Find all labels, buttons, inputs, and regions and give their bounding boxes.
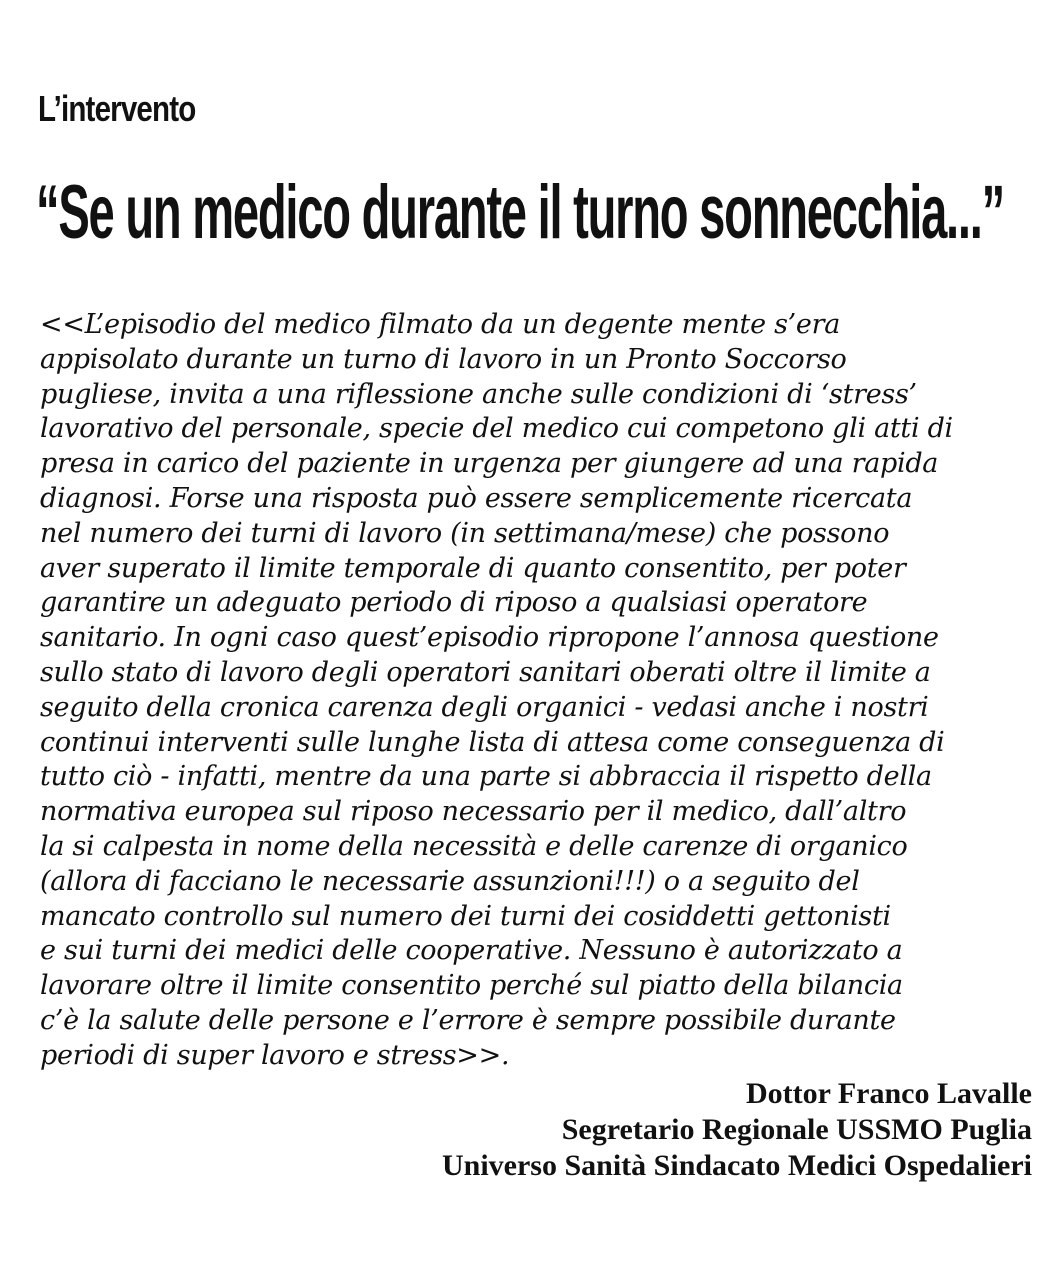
body-line: presa in carico del paziente in urgenza per giungere ad una rapida <box>40 448 939 480</box>
body-line: e sui turni dei medici delle cooperative. Nessuno è autorizzato a <box>40 935 903 967</box>
body-line: appisolato durante un turno di lavoro in un Pronto Soccorso <box>40 343 847 375</box>
body-line: aver superato il limite temporale di quanto consentito, per poter <box>40 552 906 584</box>
section-kicker: L’intervento <box>38 88 196 129</box>
body-line: garantire un adeguato periodo di riposo a qualsiasi operatore <box>40 587 868 619</box>
author-organization: Universo Sanità Sindacato Medici Ospedalieri <box>441 1149 1032 1182</box>
body-line: seguito della cronica carenza degli organici - vedasi anche i nostri <box>40 691 929 723</box>
body-line: (allora di facciano le necessarie assunzioni!!!) o a seguito del <box>40 865 860 897</box>
article-body <box>40 308 1040 1074</box>
body-line: periodi di super lavoro e stress>>. <box>40 1039 510 1071</box>
body-line: lavorativo del personale, specie del medico cui competono gli atti di <box>40 413 953 445</box>
body-line: mancato controllo sul numero dei turni dei cosiddetti gettonisti <box>40 900 891 932</box>
body-line: <<L’episodio del medico filmato da un degente mente s’era <box>40 309 840 340</box>
headline: “Se un medico durante il turno sonnecchia...” <box>36 170 1004 255</box>
body-line: lavorare oltre il limite consentito perché sul piatto della bilancia <box>40 970 903 1002</box>
author-name: Dottor Franco Lavalle <box>745 1077 1032 1110</box>
body-line: sullo stato di lavoro degli operatori sanitari oberati oltre il limite a <box>40 656 931 688</box>
body-line: la si calpesta in nome della necessità e delle carenze di organico <box>40 830 908 862</box>
body-line: nel numero dei turni di lavoro (in settimana/mese) che possono <box>40 517 890 549</box>
body-line: pugliese, invita a una riflessione anche sulle condizioni di ‘stress’ <box>40 378 917 410</box>
body-line: normativa europea sul riposo necessario per il medico, dall’altro <box>40 796 907 828</box>
body-line: tutto ciò - infatti, mentre da una parte si abbraccia il rispetto della <box>40 761 932 793</box>
body-line: continui interventi sulle lunghe lista di attesa come conseguenza di <box>40 726 945 758</box>
body-line: diagnosi. Forse una risposta può essere semplicemente ricercata <box>40 482 913 514</box>
body-line: sanitario. In ogni caso quest’episodio ripropone l’annosa questione <box>40 622 939 654</box>
author-signature <box>442 1076 1032 1184</box>
author-role: Segretario Regionale USSMO Puglia <box>561 1113 1032 1146</box>
body-line: c’è la salute delle persone e l’errore è sempre possibile durante <box>40 1004 896 1036</box>
